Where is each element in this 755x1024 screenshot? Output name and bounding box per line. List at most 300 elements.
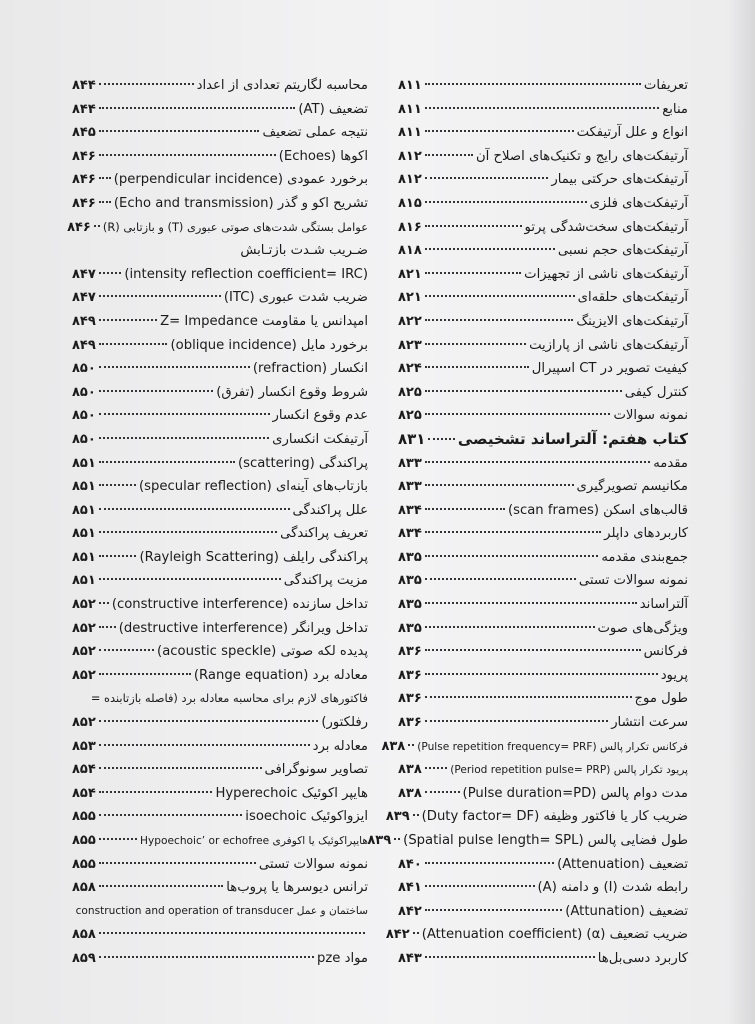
toc-right-column — [367, 74, 688, 971]
dot-leader — [425, 272, 521, 274]
toc-page-number: ۸۵۴ — [72, 762, 96, 778]
toc-page-number: ۸۱۱ — [398, 125, 422, 141]
toc-entry-title: آلتراساند — [639, 597, 688, 613]
dot-leader — [425, 366, 529, 368]
toc-page-number: ۸۳۶ — [398, 691, 422, 707]
toc-entry-title: عوامل بستگی شدت‌های صوتی عبوری (T) و بازتابی (R) — [102, 219, 368, 234]
toc-entry-title: ضریب کار یا فاکتور وظیفه (Duty factor= DF) — [421, 809, 688, 825]
toc-entry — [398, 522, 688, 546]
toc-entry — [72, 593, 368, 617]
toc-entry-title: رابطه شدت (I) و دامنه (A) — [537, 880, 688, 896]
toc-page-number: ۸۵۹ — [72, 950, 96, 966]
toc-entry-title: قالب‌های اسکن (scan frames) — [507, 502, 688, 518]
dot-leader — [425, 649, 641, 651]
toc-entry — [398, 239, 688, 263]
toc-entry-title: پراکندگی رایلف (Rayleigh Scattering) — [139, 549, 368, 565]
toc-entry-title: تشریح اکو و گذر (Echo and transmission) — [113, 195, 368, 211]
toc-page-number: ۸۳۴ — [398, 526, 422, 542]
toc-entry-title: بازتاب‌های آینه‌ای (specular reflection) — [138, 479, 368, 495]
toc-entry-title: معادله برد (Range equation) — [193, 667, 368, 683]
toc-page-number: ۸۵۰ — [72, 408, 96, 424]
toc-entry — [398, 876, 688, 900]
toc-entry — [72, 475, 368, 499]
dot-leader — [425, 885, 535, 887]
toc-page-number: ۸۴۹ — [72, 337, 96, 353]
toc-entry-title: آرتیفکت‌های رایج و تکنیک‌های اصلاح آن — [475, 148, 688, 164]
toc-entry — [72, 334, 368, 358]
toc-page-number: ۸۱۸ — [398, 243, 422, 259]
toc-entry-title: پریود تکرار پالس (Period repetition pulse= PRP) — [450, 764, 688, 777]
toc-entry — [72, 876, 368, 900]
toc-entry — [72, 357, 368, 381]
toc-entry — [72, 664, 368, 688]
toc-entry — [72, 805, 368, 829]
toc-entry-title: انکسار (refraction) — [252, 361, 368, 377]
toc-page-number: ۸۳۵ — [398, 573, 422, 589]
toc-entry — [72, 711, 368, 735]
toc-entry-title: پدیده لکه صوتی (acoustic speckle) — [157, 644, 368, 660]
dot-leader — [425, 720, 608, 722]
dot-leader — [99, 626, 116, 628]
dot-leader — [99, 578, 281, 580]
dot-leader — [425, 248, 555, 250]
toc-page-number: ۸۲۳ — [398, 337, 422, 353]
toc-entry-title: پریود — [660, 667, 688, 683]
toc-entry — [72, 569, 368, 593]
toc-entry — [72, 404, 368, 428]
toc-entry-title: آرتیفکت‌های الایزینگ — [576, 313, 688, 329]
toc-entry — [398, 758, 688, 782]
toc-page-number: ۸۵۴ — [72, 785, 96, 801]
toc-entry — [72, 782, 368, 806]
toc-entry — [398, 664, 688, 688]
dot-leader — [99, 932, 365, 934]
toc-entry — [72, 286, 368, 310]
toc-page-number: ۸۴۱ — [398, 880, 422, 896]
dot-leader — [99, 814, 242, 816]
toc-page-number: ۸۴۶ — [72, 195, 96, 211]
toc-entry — [72, 452, 368, 476]
dot-leader — [408, 744, 414, 746]
toc-entry-title: ضریب تضعیف (α) (Attenuation coefficient) — [421, 927, 688, 943]
toc-page-number: ۸۵۱ — [72, 549, 96, 565]
toc-entry — [72, 947, 368, 971]
toc-entry — [72, 546, 368, 570]
toc-entry-title: ضریب شدت عبوری (ITC) — [223, 290, 368, 306]
dot-leader — [428, 438, 454, 440]
toc-entry-title: نمونه سوالات تستی — [258, 856, 368, 872]
toc-entry-title: هایپراکوئیک یا اکوفری Hypoechoic’ or echofree — [140, 835, 368, 847]
toc-entry — [72, 900, 368, 924]
toc-page-number: ۸۲۱ — [398, 266, 422, 282]
toc-entry — [72, 239, 368, 263]
toc-entry-title: کاربرد دسی‌بل‌ها — [597, 950, 688, 966]
toc-entry — [72, 923, 368, 947]
toc-entry — [72, 640, 368, 664]
toc-entry — [398, 286, 688, 310]
toc-entry — [72, 98, 368, 122]
toc-page-number: ۸۵۲ — [72, 667, 96, 683]
toc-page-number: ۸۲۴ — [398, 361, 422, 377]
dot-leader — [425, 319, 574, 321]
toc-entry — [72, 74, 368, 98]
toc-entry — [398, 640, 688, 664]
toc-entry — [72, 381, 368, 405]
dot-leader — [425, 696, 632, 698]
toc-entry-title: محاسبه لگاریتم تعدادی از اعداد — [196, 78, 368, 93]
dot-leader — [425, 673, 658, 675]
dot-leader — [99, 862, 256, 864]
toc-page-number: ۸۵۸ — [72, 927, 96, 943]
toc-page-number: ۸۴۳ — [398, 950, 422, 966]
toc-page-number: ۸۴۲ — [385, 927, 410, 943]
dot-leader — [425, 531, 601, 533]
toc-page-number: ۸۱۲ — [398, 148, 422, 164]
toc-entry — [398, 853, 688, 877]
toc-entry-title: مدت دوام پالس (Pulse duration=PD) — [462, 785, 688, 801]
toc-page-number: ۸۳۳ — [398, 455, 422, 471]
toc-entry — [398, 263, 688, 287]
toc-page-number: ۸۳۳ — [398, 479, 422, 495]
toc-page-number: ۸۵۵ — [72, 809, 96, 825]
toc-page-number: ۸۴۰ — [398, 856, 422, 872]
toc-entry — [398, 499, 688, 523]
dot-leader — [99, 744, 310, 746]
toc-page-number: ۸۵۲ — [72, 620, 96, 636]
dot-leader — [425, 343, 526, 345]
toc-entry-title: ساختمان و عمل construction and operation of transducer — [75, 904, 368, 917]
toc-entry-title: پراکندگی (scattering) — [237, 455, 368, 471]
toc-page-number: ۸۲۵ — [398, 384, 422, 400]
dot-leader — [425, 862, 554, 864]
dot-leader — [425, 956, 595, 958]
toc-entry-title: آرتیفکت‌های ناشی از تجهیزات — [524, 266, 688, 282]
toc-page-number: ۸۴۶ — [72, 148, 96, 164]
toc-entry-title: شروط وقوع انکسار (تفرق) — [216, 384, 368, 400]
toc-section-heading — [398, 428, 688, 452]
toc-page-number: ۸۵۱ — [72, 526, 96, 542]
toc-page-number: ۸۳۹ — [367, 833, 392, 848]
toc-entry-title: منابع — [662, 101, 688, 117]
toc-page-number: ۸۴۷ — [72, 290, 96, 306]
toc-entry-title: فاکتورهای لازم برای محاسبه معادله برد (فاصله بازتابنده = — [90, 691, 368, 706]
toc-entry-title: آرتیفکت‌های حرکتی بیمار — [551, 172, 688, 188]
toc-entry-title: طول فضایی پالس (Spatial pulse length= SPL) — [403, 833, 688, 848]
dot-leader — [99, 649, 154, 651]
dot-leader — [425, 909, 562, 911]
toc-page-number: ۸۵۱ — [72, 479, 96, 495]
toc-page-number: ۸۵۰ — [72, 361, 96, 377]
dot-leader — [425, 225, 522, 227]
toc-page-number: ۸۱۱ — [398, 78, 422, 93]
toc-entry-title: نمونه سوالات — [613, 408, 688, 424]
dot-leader — [99, 390, 213, 392]
dot-leader — [99, 413, 270, 415]
dot-leader — [99, 956, 314, 958]
toc-page-number: ۸۴۷ — [72, 266, 96, 282]
toc-entry-title: تضعیف (Attenuation) — [557, 856, 688, 872]
dot-leader — [99, 272, 122, 274]
toc-entry-title: تعریفات — [643, 78, 688, 93]
dot-leader — [425, 555, 599, 557]
toc-entry — [72, 687, 368, 711]
toc-entry — [398, 452, 688, 476]
toc-page-number: ۸۳۸ — [398, 785, 422, 801]
toc-page-number: ۸۴۶ — [67, 219, 91, 235]
toc-page-number: ۸۴۴ — [72, 101, 96, 117]
toc-entry — [398, 98, 688, 122]
toc-entry — [385, 923, 688, 947]
dot-leader — [99, 838, 137, 840]
toc-entry — [398, 947, 688, 971]
dot-leader — [99, 319, 157, 321]
dot-leader — [425, 154, 473, 156]
toc-entry-title: اکوها (Echoes) — [278, 148, 368, 164]
dot-leader — [425, 626, 595, 628]
toc-entry — [398, 216, 688, 240]
dot-leader — [425, 177, 549, 179]
toc-page-number: ۸۵۰ — [72, 431, 96, 447]
toc-page-number: ۸۳۶ — [398, 644, 422, 660]
toc-entry-title: تضعیف (Attunation) — [565, 903, 688, 919]
dot-leader — [425, 461, 650, 463]
toc-entry-title: فرکانس — [643, 644, 688, 660]
toc-entry-title: کاربردهای داپلر — [604, 526, 688, 542]
toc-entry — [398, 145, 688, 169]
toc-entry-title: مکانیسم تصویرگیری — [576, 479, 688, 495]
toc-entry — [398, 168, 688, 192]
toc-page-number: ۸۳۵ — [398, 549, 422, 565]
toc-entry — [72, 499, 368, 523]
toc-page-number: ۸۴۹ — [72, 313, 96, 329]
toc-entry-title: (intensity reflection coefficient= IRC) — [124, 266, 368, 282]
toc-page-number: ۸۵۲ — [72, 715, 96, 731]
toc-entry — [72, 121, 368, 145]
dot-leader — [425, 767, 447, 769]
dot-leader — [99, 720, 319, 722]
dot-leader — [99, 201, 111, 203]
toc-entry — [398, 357, 688, 381]
toc-entry-title: کتاب هفتم: آلتراساند تشخیصی — [457, 429, 688, 448]
toc-entry — [72, 735, 368, 759]
dot-leader — [99, 343, 168, 345]
toc-entry-title: مواد pze — [316, 950, 368, 966]
toc-entry — [381, 735, 688, 759]
toc-entry-title: ویژگی‌های صوت — [597, 620, 688, 636]
toc-entry — [398, 381, 688, 405]
dot-leader — [99, 295, 221, 297]
toc-page-number: ۸۵۲ — [72, 644, 96, 660]
toc-entry — [72, 168, 368, 192]
toc-entry-title: تداخل ویرانگر (destructive interference) — [118, 620, 368, 636]
toc-page-number: ۸۵۵ — [72, 833, 96, 848]
toc-page-number: ۸۳۴ — [398, 502, 422, 518]
dot-leader — [425, 130, 574, 132]
dot-leader — [94, 225, 100, 227]
toc-page-number: ۸۳۱ — [398, 429, 426, 448]
toc-entry-title: برخورد عمودی (perpendicular incidence) — [113, 172, 368, 188]
toc-entry-title: تصاویر سونوگرافی — [264, 762, 368, 778]
toc-entry-title: سرعت انتشار — [611, 715, 688, 731]
toc-page-number: ۸۵۱ — [72, 502, 96, 518]
toc-entry — [385, 805, 688, 829]
toc-entry — [72, 310, 368, 334]
dot-leader — [413, 932, 419, 934]
dot-leader — [99, 767, 262, 769]
toc-entry-title: آرتیفکت‌های حجم نسبی — [557, 243, 688, 259]
toc-entry-title: معادله برد — [312, 738, 368, 754]
dot-leader — [425, 201, 587, 203]
toc-entry — [398, 569, 688, 593]
dot-leader — [99, 885, 223, 887]
toc-page-number: ۸۵۱ — [72, 573, 96, 589]
toc-entry-title: آرتیفکت‌های فلزی — [589, 195, 688, 211]
dot-leader — [99, 177, 111, 179]
toc-page-number: ۸۴۲ — [398, 903, 422, 919]
toc-entry — [398, 404, 688, 428]
toc-page-number: ۸۳۵ — [398, 597, 422, 613]
toc-entry — [398, 121, 688, 145]
toc-entry-title: نمونه سوالات تستی — [578, 573, 688, 589]
toc-entry — [398, 782, 688, 806]
dot-leader — [99, 602, 109, 604]
dot-leader — [99, 461, 235, 463]
toc-entry-title: تعریف پراکندگی — [280, 526, 368, 542]
toc-page-number: ۸۱۲ — [398, 172, 422, 188]
toc-entry — [398, 900, 688, 924]
toc-entry — [398, 593, 688, 617]
toc-page-number: ۸۳۹ — [385, 809, 410, 825]
toc-entry-title: ترانس دیوسرها یا پروب‌ها — [226, 880, 368, 896]
toc-page-number: ۸۵۲ — [72, 597, 96, 613]
dot-leader — [394, 838, 400, 840]
toc-entry-title: نتیجه عملی تضعیف — [262, 125, 368, 141]
dot-leader — [99, 508, 290, 510]
toc-entry — [398, 711, 688, 735]
dot-leader — [425, 390, 622, 392]
toc-entry — [72, 145, 368, 169]
dot-leader — [99, 130, 260, 132]
toc-page-number: ۸۴۶ — [72, 172, 96, 188]
toc-page-number: ۸۱۱ — [398, 101, 422, 117]
toc-page-number: ۸۱۶ — [398, 219, 422, 235]
dot-leader — [99, 437, 269, 439]
toc-page-number: ۸۲۵ — [398, 408, 422, 424]
toc-page-number: ۸۳۶ — [398, 715, 422, 731]
toc-entry — [398, 74, 688, 98]
toc-entry — [72, 192, 368, 216]
toc-page-number: ۸۲۲ — [398, 313, 422, 329]
toc-entry-title: جمع‌بندی مقدمه — [601, 549, 688, 565]
toc-entry-title: کنترل کیفی — [624, 384, 688, 400]
toc-entry — [72, 617, 368, 641]
toc-entry — [72, 829, 368, 853]
toc-entry — [398, 546, 688, 570]
toc-left-column — [67, 74, 368, 971]
toc-page-number: ۸۵۵ — [72, 856, 96, 872]
toc-entry-title: برخورد مایل (oblique incidence) — [170, 337, 368, 353]
dot-leader — [425, 83, 641, 85]
toc-entry-title: مزیت پراکندگی — [283, 573, 368, 589]
toc-entry — [398, 617, 688, 641]
toc-page-number: ۸۲۱ — [398, 290, 422, 306]
toc-entry-title: انواع و علل آرتیفکت — [576, 125, 688, 141]
toc-entry — [72, 853, 368, 877]
toc-page-number: ۸۴۴ — [72, 78, 96, 93]
dot-leader — [425, 295, 575, 297]
dot-leader — [425, 508, 505, 510]
toc-entry-title: آرتیفکت انکساری — [272, 431, 368, 447]
toc-page-number: ۸۳۶ — [398, 667, 422, 683]
toc-entry — [367, 829, 688, 853]
toc-entry-title: ضـریب شـدت بازتـابش — [240, 243, 368, 259]
dot-leader — [425, 578, 576, 580]
toc-entry-title: تداخل سازنده (constructive interference) — [111, 597, 368, 613]
dot-leader — [99, 555, 137, 557]
dot-leader — [425, 107, 659, 109]
toc-entry — [67, 216, 368, 240]
dot-leader — [99, 107, 296, 109]
toc-page-number: ۸۱۵ — [398, 195, 422, 211]
toc-page-number: ۸۳۵ — [398, 620, 422, 636]
dot-leader — [99, 791, 213, 793]
toc-entry-title: رفلکتور) — [321, 715, 368, 731]
toc-entry — [72, 263, 368, 287]
toc-page-number: ۸۵۱ — [72, 455, 96, 471]
toc-entry-title: عدم وقوع انکسار — [272, 408, 368, 424]
toc-page-number: ۸۴۵ — [72, 125, 96, 141]
toc-entry-title: هایپر اکوئیک Hyperechoic — [215, 785, 368, 801]
toc-page-number: ۸۳۸ — [398, 762, 422, 778]
dot-leader — [99, 531, 277, 533]
toc-entry — [72, 522, 368, 546]
toc-entry — [398, 334, 688, 358]
toc-entry — [398, 310, 688, 334]
toc-entry-title: ایزواکوئیک isoechoic — [245, 809, 368, 825]
toc-entry-title: کیفیت تصویر در CT اسپیرال — [531, 361, 688, 377]
dot-leader — [425, 791, 460, 793]
dot-leader — [99, 83, 194, 85]
toc-page-number: ۸۵۸ — [72, 880, 96, 896]
toc-page-number: ۸۳۸ — [381, 738, 406, 754]
dot-leader — [99, 366, 250, 368]
dot-leader — [425, 602, 637, 604]
toc-entry — [398, 475, 688, 499]
toc-entry-title: طول موج — [634, 691, 688, 707]
dot-leader — [425, 413, 611, 415]
dot-leader — [99, 673, 191, 675]
dot-leader — [425, 484, 574, 486]
dot-leader — [99, 484, 136, 486]
toc-entry-title: فرکانس تکرار پالس (Pulse repetition frequency= PRF) — [417, 740, 688, 753]
toc-page-number: ۸۵۳ — [72, 738, 96, 754]
toc-entry-title: امپدانس یا مقاومت Z= Impedance — [160, 313, 368, 329]
dot-leader — [99, 154, 276, 156]
toc-page-number: ۸۵۰ — [72, 384, 96, 400]
toc-entry-title: آرتیفکت‌های سخت‌شدگی پرتو — [524, 219, 688, 235]
toc-entry-title: مقدمه — [653, 455, 688, 471]
toc-entry — [398, 687, 688, 711]
toc-entry-title: آرتیفکت‌های ناشی از پارازیت — [529, 337, 688, 353]
toc-entry-title: تضعیف (AT) — [298, 101, 368, 117]
toc-entry — [398, 192, 688, 216]
toc-entry-title: آرتیفکت‌های حلقه‌ای — [577, 290, 688, 306]
toc-entry-title: علل پراکندگی — [292, 502, 368, 518]
dot-leader — [413, 814, 419, 816]
page-edge-shadow — [727, 0, 755, 1024]
toc-entry — [72, 428, 368, 452]
toc-entry — [72, 758, 368, 782]
